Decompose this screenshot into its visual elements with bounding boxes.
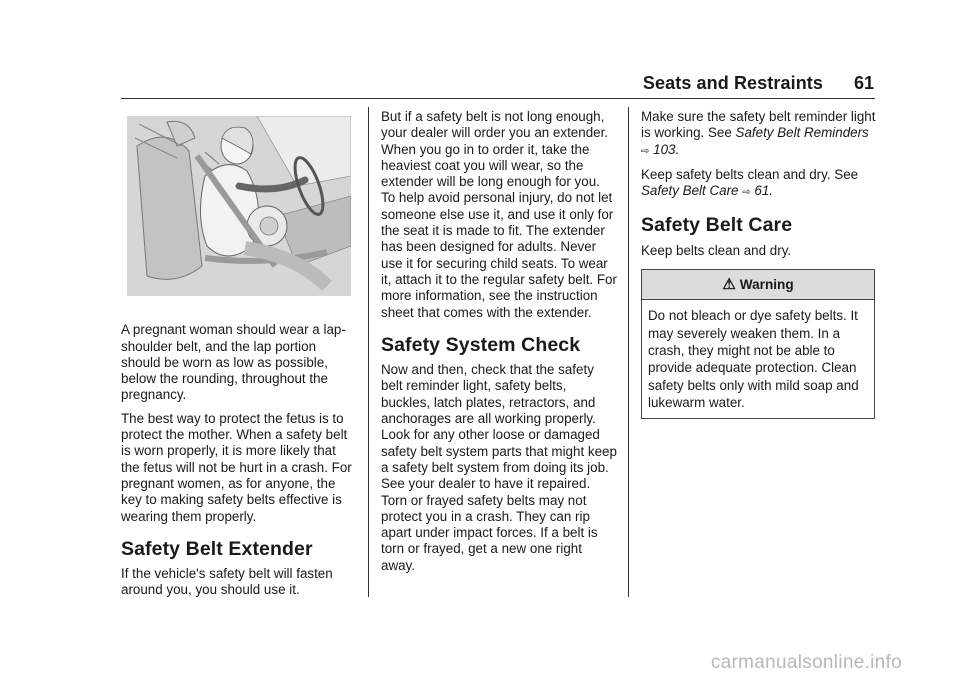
section-title: Seats and Restraints — [642, 73, 823, 93]
paragraph: Keep belts clean and dry. — [641, 242, 792, 258]
cross-reference-link[interactable]: Safety Belt Reminders — [735, 125, 869, 141]
cross-reference-page[interactable]: 103 — [653, 141, 676, 157]
column-divider — [628, 107, 629, 597]
figure-caption: A pregnant woman should wear a lap-shoulder belt, and the lap portion should be worn as low as possible, below the rounding, throughout the pregnancy. — [121, 322, 346, 403]
cross-reference-link[interactable]: Safety Belt Care — [641, 183, 739, 199]
page-reference-arrow-icon: ⇨ — [641, 145, 650, 157]
paragraph-text: Make sure the safety belt reminder light is working. See — [641, 109, 876, 141]
paragraph: Now and then, check that the safety belt reminder light, safety belts, buckles, latch plates, retractors, and anchorages are all working properly. Look for any other loose or damaged safety belt system parts that might keep a safety belt system from doing its job. See your dealer to have it repaired. Torn or frayed safety belts may not protect you in a crash. They can rip apart under impact forces. If a belt is torn or frayed, get a new one right away. — [381, 362, 617, 573]
section-heading: Safety System Check — [381, 333, 581, 356]
warning-body: Do not bleach or dye safety belts. It may severely weaken them. In a crash, they might not be able to provide adequate protection. Clean safety belts only with mild soap and lukewarm water. — [648, 308, 859, 410]
paragraph-text: Keep safety belts clean and dry. See — [641, 166, 859, 182]
paragraph: But if a safety belt is not long enough, your dealer will order you an extender. When you go in to order it, take the heaviest coat you will wear, so the extender will be long enough for you. To help avoid personal injury, do not let someone else use it, and use it only for the seat it is made to fit. The extender has been designed for adults. Never use it for securing child seats. To wear it, attach it to the regular safety belt. For more information, see the instruction sheet that comes with the extender. — [381, 109, 617, 320]
watermark: carmanualsonline.info — [710, 652, 902, 673]
column-3 — [641, 109, 877, 419]
column-1 — [121, 109, 357, 606]
warning-title: Warning — [739, 277, 794, 293]
warning-box — [641, 269, 875, 419]
section-heading: Safety Belt Extender — [121, 537, 313, 560]
pregnant-woman-seatbelt-illustration — [127, 116, 351, 296]
warning-header — [642, 270, 874, 300]
page-number: 61 — [853, 73, 874, 93]
column-divider — [368, 107, 369, 597]
header-divider — [121, 98, 875, 99]
paragraph: If the vehicle's safety belt will fasten around you, you should use it. — [121, 566, 333, 598]
paragraph: Keep safety belts clean and dry. See Safety Belt Care ⇨ 61. — [641, 166, 859, 199]
warning-icon: ⚠ — [722, 276, 736, 294]
paragraph: The best way to protect the fetus is to protect the mother. When a safety belt is worn properly, it is more likely that the fetus will not be hurt in a crash. For pregnant women, as for anyone, the key to making safety belts effective is wearing them properly. — [121, 410, 352, 524]
section-heading: Safety Belt Care — [641, 214, 793, 237]
cross-reference-page[interactable]: 61 — [754, 183, 770, 199]
paragraph: Make sure the safety belt reminder light is working. See Safety Belt Reminders ⇨ 103. — [641, 109, 876, 157]
column-2 — [381, 109, 617, 581]
page-reference-arrow-icon: ⇨ — [742, 187, 751, 199]
